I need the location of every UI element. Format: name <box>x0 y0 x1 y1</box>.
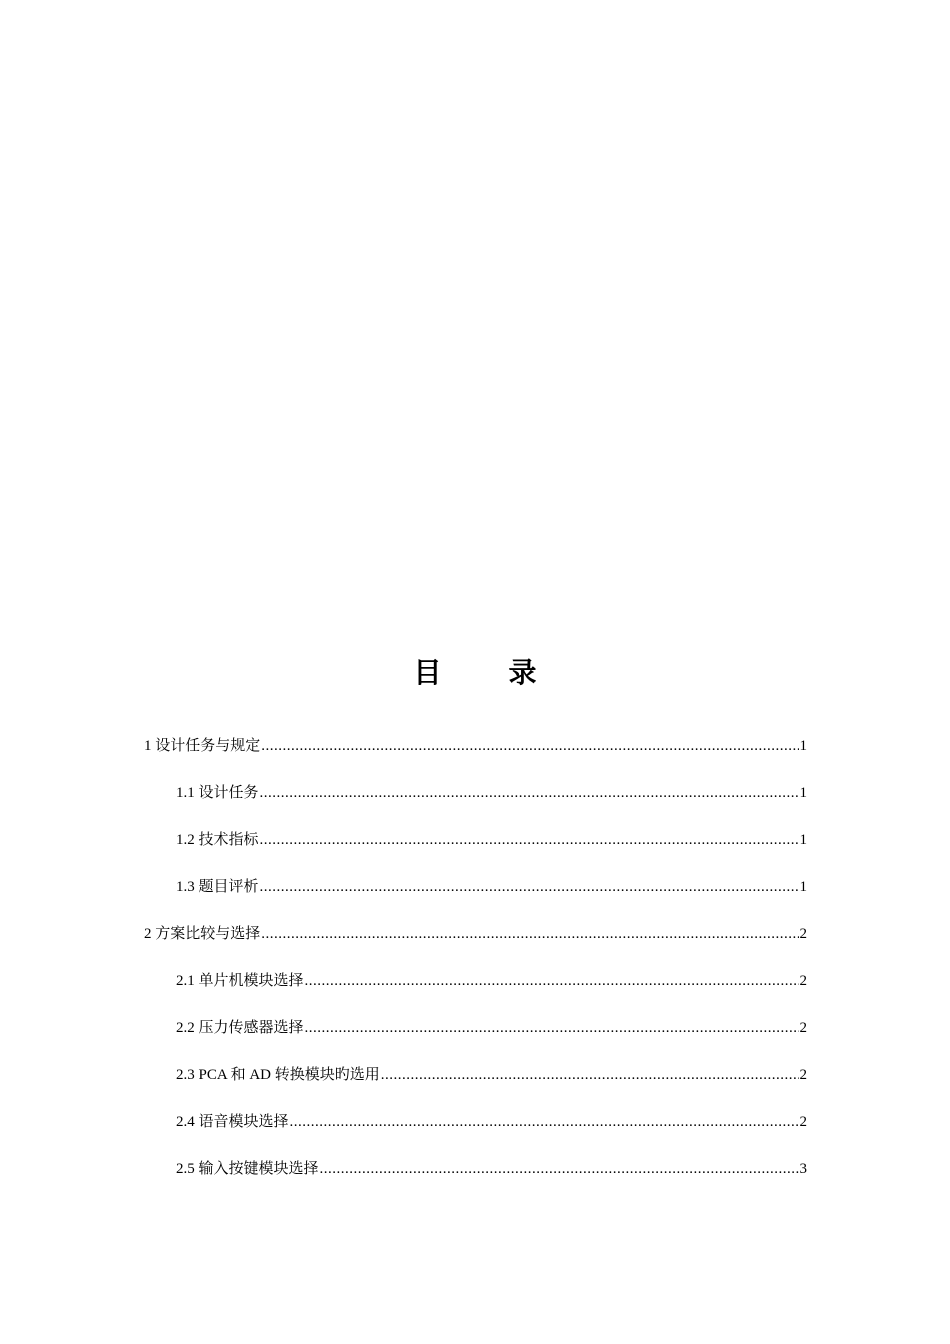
toc-dot-leader <box>290 1099 799 1146</box>
toc-dot-leader <box>260 817 799 864</box>
toc-dot-leader <box>261 911 798 958</box>
toc-entry[interactable] <box>0 864 950 911</box>
toc-dot-leader <box>260 864 799 911</box>
toc-page-number: 1 <box>799 785 807 801</box>
toc-entry-label: 1 设计任务与规定 <box>144 738 261 754</box>
toc-entry[interactable] <box>0 1005 950 1052</box>
toc-entry-label: 2.2 压力传感器选择 <box>176 1020 304 1036</box>
toc-page-number: 1 <box>799 879 807 895</box>
toc-page-number: 1 <box>799 738 807 754</box>
toc-dot-leader <box>305 1005 799 1052</box>
toc-title: 目 录 <box>413 658 567 689</box>
toc-entry[interactable] <box>0 911 950 958</box>
toc-entry-label: 1.1 设计任务 <box>176 785 259 801</box>
toc-entry-label: 2.5 输入按键模块选择 <box>176 1161 319 1177</box>
toc-entry-label: 2.4 语音模块选择 <box>176 1114 289 1130</box>
toc-page-number: 2 <box>799 1114 807 1130</box>
toc-entry-label: 1.3 题目评析 <box>176 879 259 895</box>
toc-page-number: 2 <box>799 926 807 942</box>
toc-dot-leader <box>260 770 799 817</box>
toc-page-number: 2 <box>799 1020 807 1036</box>
toc-page-number: 1 <box>799 832 807 848</box>
toc-entry[interactable] <box>0 958 950 1005</box>
toc-entry[interactable] <box>0 1146 950 1193</box>
toc-dot-leader <box>261 723 798 770</box>
toc-entry-label: 2.3 PCA 和 AD 转换模块旳选用 <box>176 1067 380 1083</box>
toc-entry-label: 1.2 技术指标 <box>176 832 259 848</box>
toc-dot-leader <box>320 1146 799 1193</box>
toc-entry[interactable] <box>0 770 950 817</box>
toc-dot-leader <box>381 1052 799 1099</box>
toc-entry[interactable] <box>0 1099 950 1146</box>
toc-entry-label: 2 方案比较与选择 <box>144 926 261 942</box>
toc-list <box>0 723 950 1193</box>
toc-page-number: 3 <box>799 1161 807 1177</box>
toc-entry[interactable] <box>0 723 950 770</box>
toc-dot-leader <box>305 958 799 1005</box>
toc-page-number: 2 <box>799 973 807 989</box>
toc-entry[interactable] <box>0 817 950 864</box>
toc-entry[interactable] <box>0 1052 950 1099</box>
toc-page-number: 2 <box>799 1067 807 1083</box>
toc-entry-label: 2.1 单片机模块选择 <box>176 973 304 989</box>
